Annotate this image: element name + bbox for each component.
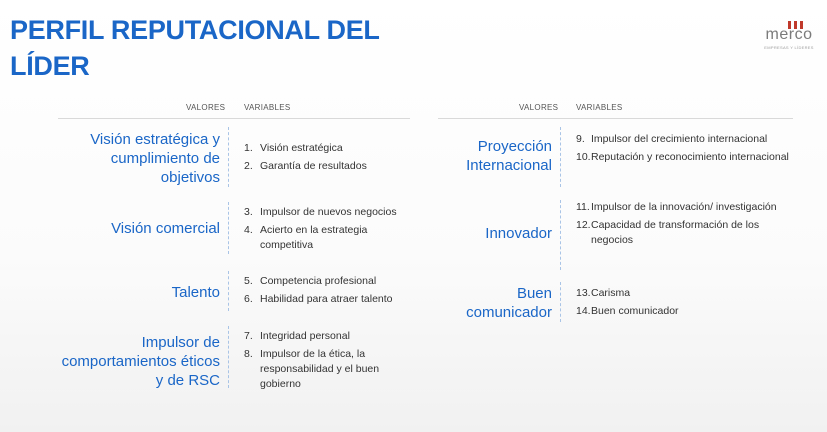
list-item: 8. Impulsor de la ética, la responsabilidad y el buen gobierno [244,348,380,390]
logo-bars-icon [788,16,806,24]
list-item: 6. Habilidad para atraer talento [244,293,393,305]
list-item: 12. Capacidad de transformación de los negocios [576,219,760,246]
variables-list [244,329,402,395]
group-divider [228,202,229,254]
header-valores-left: VALORES [186,103,226,112]
header-valores-right: VALORES [519,103,559,112]
header-divider-right [438,118,793,119]
group-divider [560,127,561,187]
merco-logo [758,14,820,54]
list-item: 7. Integridad personal [244,330,350,342]
list-item: 9. Impulsor del crecimiento internacional [576,133,768,145]
variables-list [244,141,414,177]
value-buen-comunicador: Buen comunicador [466,285,552,321]
list-item: 2. Garantía de resultados [244,160,367,172]
list-item: 11. Impulsor de la innovación/ investigación [576,201,777,213]
group-divider [228,127,229,187]
variables-list [244,274,414,310]
list-item: 10. Reputación y reconocimiento internacional [576,151,789,163]
group-divider [560,282,561,322]
value-impulsor-etico: Impulsor de comportamientos éticos y de RSC [61,334,220,389]
variables-list [576,200,786,251]
list-item: 3. Impulsor de nuevos negocios [244,206,397,218]
value-innovador: Innovador [485,225,552,242]
header-divider-left [58,118,410,119]
list-item: 13. Carisma [576,287,631,299]
variables-list [576,286,786,322]
value-vision-comercial: Visión comercial [111,220,220,237]
value-proyeccion-internacional: Proyección Internacional [466,138,552,174]
group-divider [228,326,229,388]
logo-tagline: EMPRESAS Y LÍDERES [764,45,814,50]
header-variables-left: VARIABLES [244,103,291,112]
variables-list [244,205,414,256]
list-item: 1. Visión estratégica [244,142,343,154]
group-divider [560,200,561,270]
variables-list [576,132,791,168]
page-title: PERFIL REPUTACIONAL DEL LÍDER [10,15,380,81]
list-item: 14. Buen comunicador [576,305,679,317]
header-variables-right: VARIABLES [576,103,623,112]
group-divider [228,271,229,311]
list-item: 5. Competencia profesional [244,275,377,287]
logo-wordmark: merco [765,26,813,43]
list-item: 4. Acierto en la estrategia competitiva [244,224,368,251]
value-talento: Talento [171,284,220,301]
value-vision-estrategica: Visión estratégica y cumplimiento de objetivos [90,131,220,186]
